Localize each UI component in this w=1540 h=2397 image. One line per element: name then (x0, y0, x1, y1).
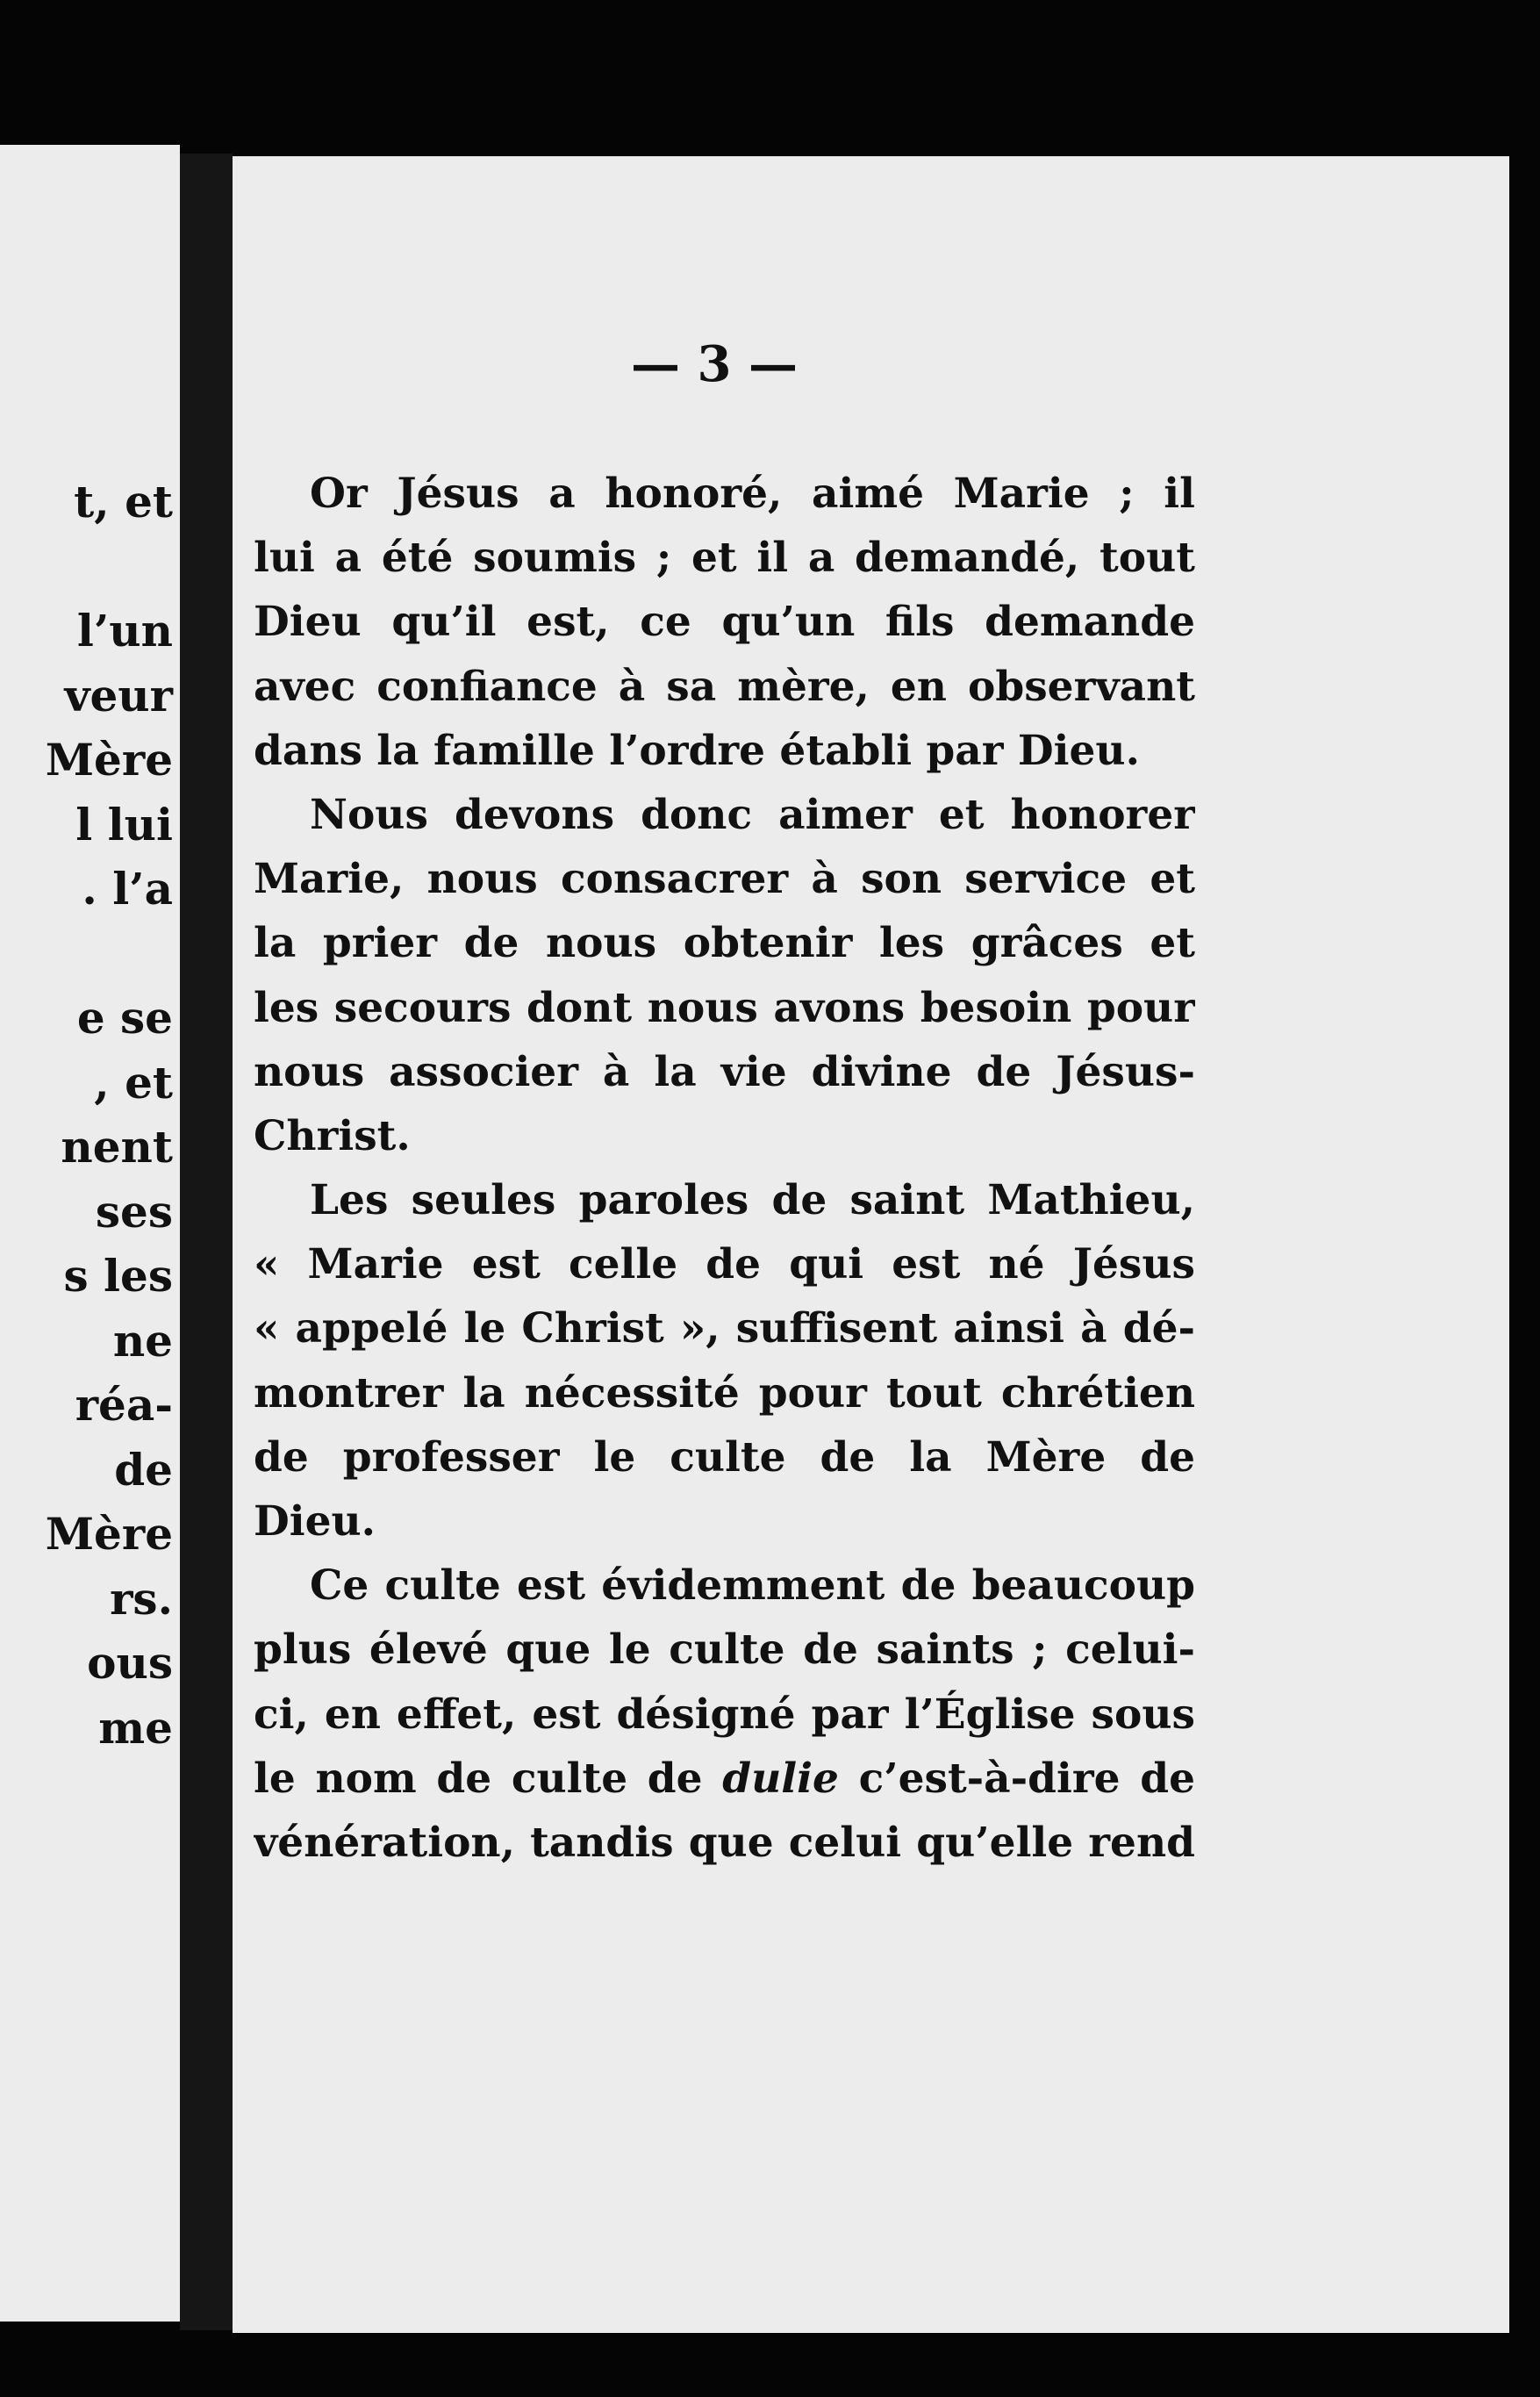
left-facing-page (0, 145, 180, 2322)
text-line: les secours dont nous avons besoin pour (254, 983, 1195, 1032)
text-line: « appelé le Christ », suffisent ainsi à dé- (254, 1304, 1195, 1353)
text-line: avec confiance à sa mère, en observant (254, 662, 1195, 711)
text-line: Dieu qu’il est, ce qu’un fils demande (254, 598, 1195, 647)
left-fragment: Mère (45, 734, 173, 786)
text-line: Marie, nous consacrer à son service et (254, 855, 1195, 904)
left-fragment: veur (64, 669, 173, 721)
left-fragment: , et (94, 1056, 173, 1109)
text-line: « Marie est celle de qui est né Jésus (254, 1240, 1195, 1289)
text-line: vénération, tandis que celui qu’elle rend (254, 1818, 1195, 1867)
left-fragment: l’un (76, 605, 173, 657)
left-fragment: ses (95, 1185, 173, 1238)
text-line: nous associer à la vie divine de Jésus- (254, 1047, 1195, 1096)
left-fragment: de (114, 1443, 173, 1496)
text-line-start: le nom de culte de (254, 1754, 723, 1803)
left-page-text-fragments (46, 470, 173, 1760)
left-fragment: s les (63, 1250, 173, 1302)
text-line: de professer le culte de la Mère de (254, 1432, 1195, 1482)
text-line (254, 1747, 1195, 1811)
text-line: montrer la nécessité pour tout chrétien (254, 1368, 1195, 1417)
left-fragment: ne (112, 1314, 173, 1367)
text-line: Christ. (254, 1111, 411, 1160)
left-fragment (46, 535, 173, 599)
text-line: lui a été soumis ; et il a demandé, tout (254, 534, 1195, 583)
text-line: dans la famille l’ordre établi par Dieu. (254, 726, 1140, 775)
text-line: Or Jésus a honoré, aimé Marie ; il (310, 470, 1195, 518)
text-line: Les seules paroles de saint Mathieu, (310, 1176, 1195, 1225)
text-line: la prier de nous obtenir les grâces et (254, 919, 1195, 968)
body-text (254, 462, 1195, 1875)
italic-term: dulie (722, 1754, 839, 1803)
left-fragment: rs. (110, 1572, 173, 1625)
text-line-end: c’est-à-dire de (838, 1754, 1195, 1803)
text-line: Dieu. (254, 1497, 376, 1546)
page-number: — 3 — (631, 335, 798, 393)
left-fragment: nent (61, 1121, 173, 1173)
text-line: ci, en effet, est désigné par l’Église sous (254, 1690, 1195, 1739)
left-fragment: ous (87, 1637, 173, 1689)
book-spine (180, 154, 233, 2330)
left-fragment: réa- (75, 1379, 173, 1431)
left-fragment: t, et (74, 476, 173, 527)
left-fragment: e se (76, 992, 173, 1044)
left-fragment: Mère (45, 1508, 173, 1560)
left-fragment: . l’a (82, 863, 173, 915)
text-line: Nous devons donc aimer et honorer (310, 790, 1195, 839)
text-line: plus élevé que le culte de saints ; celui- (254, 1626, 1195, 1675)
left-fragment: l lui (75, 798, 173, 850)
text-line: Ce culte est évidemment de beaucoup (310, 1561, 1195, 1611)
right-page (233, 156, 1509, 2333)
left-fragment (46, 922, 173, 987)
left-fragment: me (98, 1701, 173, 1754)
